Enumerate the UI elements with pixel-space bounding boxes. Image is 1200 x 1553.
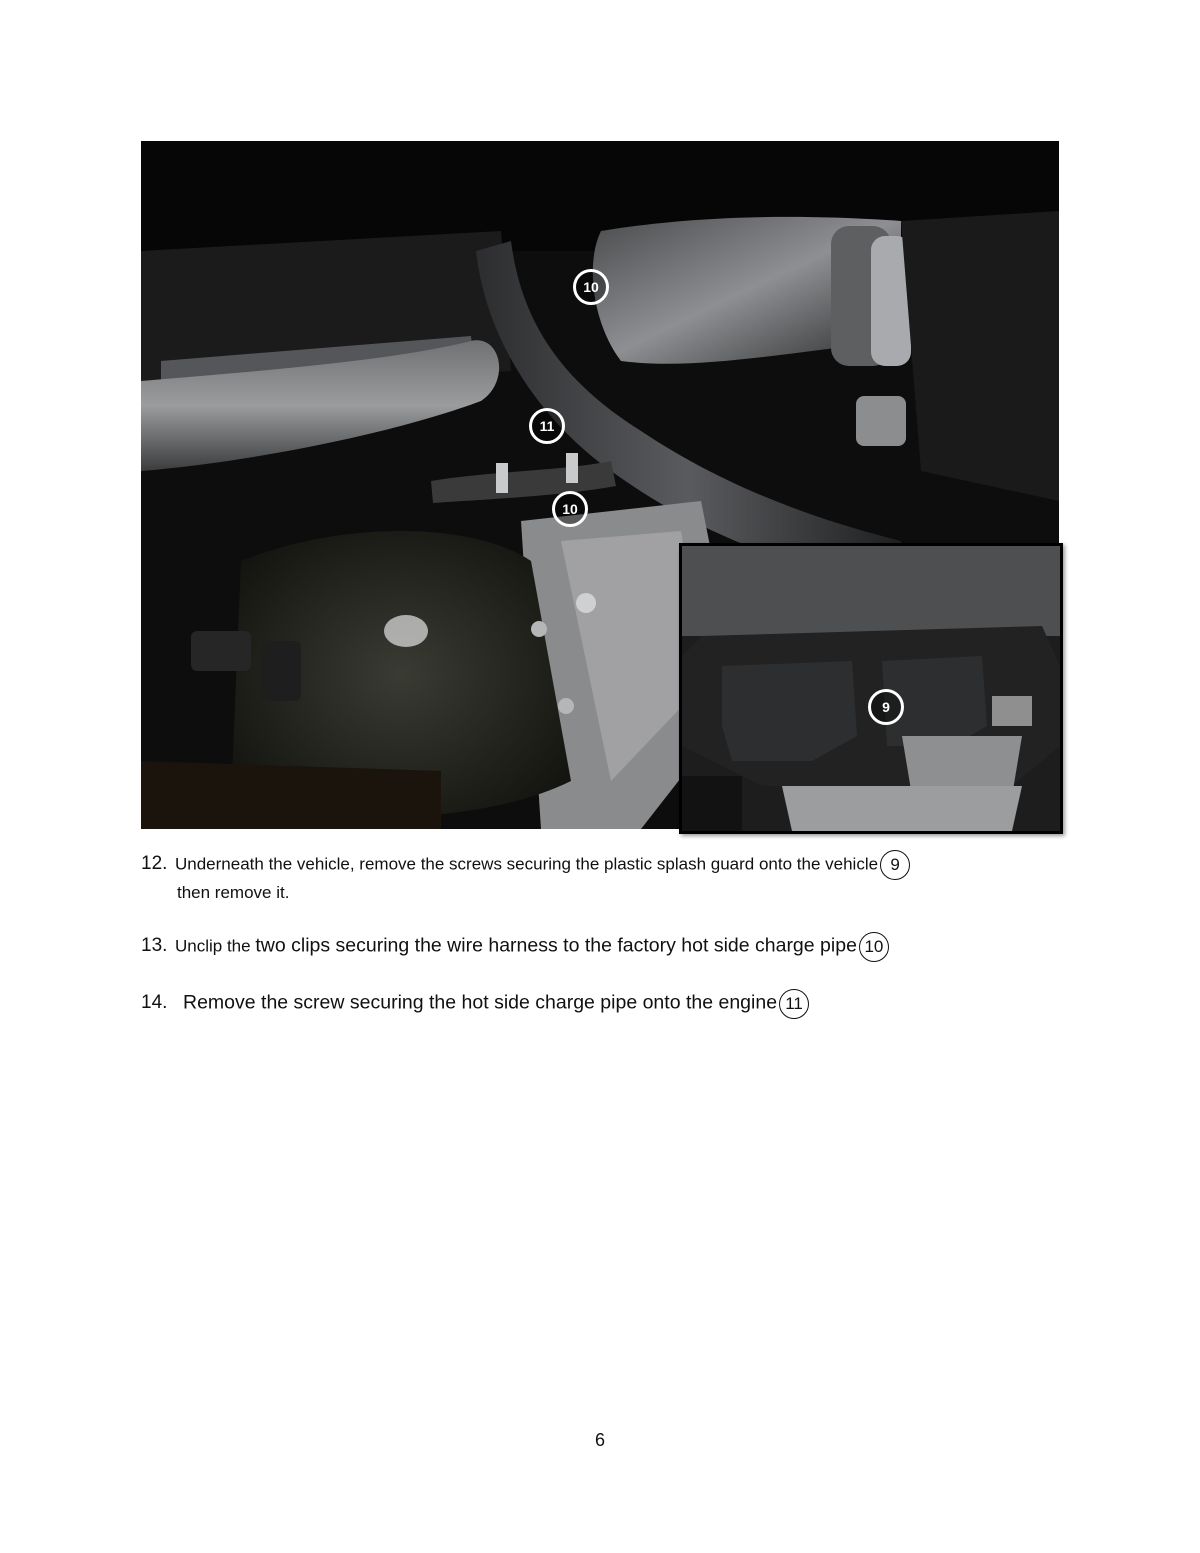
step-12-ref: 9 bbox=[880, 850, 910, 880]
step-14-text: Remove the screw securing the hot side charge pipe onto the engine bbox=[183, 991, 778, 1014]
callout-10-lower: 10 bbox=[552, 491, 588, 527]
page-number: 6 bbox=[594, 1430, 605, 1450]
step-14-ref: 11 bbox=[779, 989, 809, 1019]
step-14 bbox=[141, 989, 809, 1019]
step-13-text: two clips securing the wire harness to the factory hot side charge pipe bbox=[255, 934, 857, 957]
step-13-text-small: Unclip the bbox=[175, 936, 251, 956]
step-13 bbox=[141, 932, 889, 962]
splash-guard-inset-photo bbox=[679, 543, 1063, 834]
step-12 bbox=[141, 850, 910, 906]
callout-10-upper: 10 bbox=[573, 269, 609, 305]
step-12-text: Underneath the vehicle, remove the screws securing the plastic splash guard onto the vehicle bbox=[175, 854, 879, 874]
callout-11: 11 bbox=[529, 408, 565, 444]
step-13-ref: 10 bbox=[859, 932, 889, 962]
step-12-continuation: then remove it. bbox=[177, 883, 290, 902]
step-12-number: 12. bbox=[141, 853, 168, 875]
splash-guard-illustration bbox=[682, 546, 1060, 831]
step-13-number: 13. bbox=[141, 935, 168, 957]
step-14-number: 14. bbox=[141, 992, 168, 1014]
callout-9: 9 bbox=[868, 689, 904, 725]
